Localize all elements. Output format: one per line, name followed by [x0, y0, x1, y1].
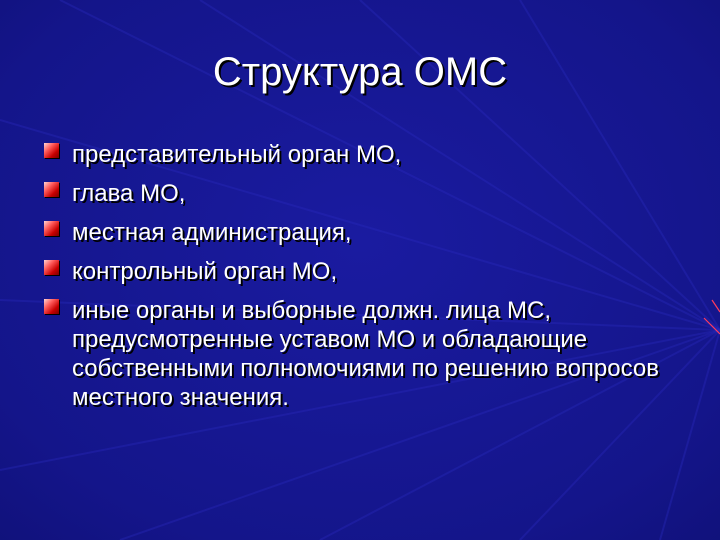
bullet-item-administration [44, 218, 684, 247]
bullet-text: представительный орган МО, [72, 141, 402, 168]
red-square-bullet-icon [44, 260, 59, 275]
bullet-list [44, 140, 684, 422]
bullet-item-representative-body [44, 140, 684, 169]
bullet-text: глава МО, [72, 180, 186, 207]
bullet-text: иные органы и выборные должн. лица МС, предусмотренные уставом МО и обладающие собственными полномочиями по решению вопросов местного значения. [72, 297, 659, 411]
bullet-item-control-body [44, 257, 684, 286]
bullet-text: контрольный орган МО, [72, 258, 338, 285]
red-square-bullet-icon [44, 221, 59, 236]
bullet-item-head [44, 179, 684, 208]
bullet-text: местная администрация, [72, 219, 352, 246]
red-square-bullet-icon [44, 143, 59, 158]
red-square-bullet-icon [44, 182, 59, 197]
bullet-item-other-bodies [44, 296, 684, 412]
red-square-bullet-icon [44, 299, 59, 314]
slide-title: Структура ОМС [212, 50, 508, 94]
